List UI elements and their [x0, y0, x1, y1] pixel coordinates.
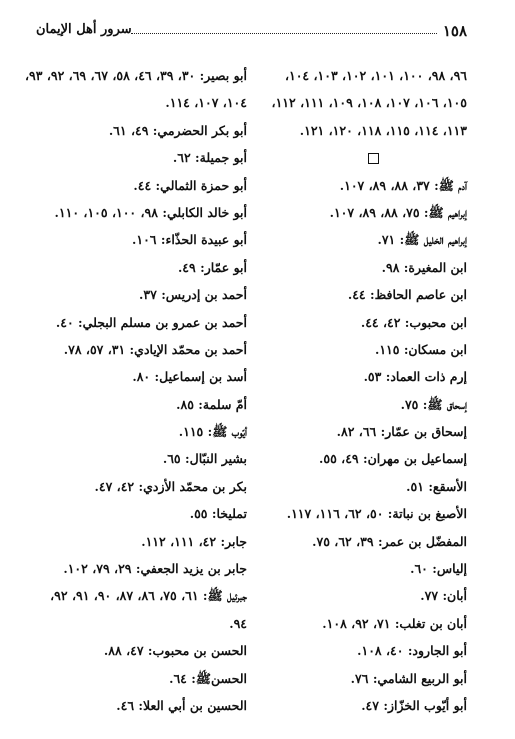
index-entry: أبو حمزة الثمالي: ٤٤.: [133, 177, 247, 193]
index-entry: إلياس: ٦٠.: [410, 561, 467, 577]
index-column-right: [257, 62, 467, 719]
index-entry: أبو بكر الحضرمي: ٤٩، ٦١.: [108, 122, 247, 138]
index-entry: جبرئيل ﷺ: ٦١، ٧٥، ٨٦، ٨٧، ٩٠، ٩١، ٩٢،: [50, 588, 247, 604]
index-entry-continuation: ٩٤.: [229, 615, 247, 631]
index-entry: الحسين بن أبي العلا: ٤٦.: [116, 697, 247, 713]
index-entry-continuation: ١٠٤، ١٠٧، ١١٤.: [165, 95, 247, 111]
index-entry: الأسقع: ٥١.: [406, 478, 467, 494]
index-entry-continuation: ١٠٥، ١٠٦، ١٠٧، ١٠٨، ١٠٩، ١١١، ١١٢،: [271, 95, 467, 111]
page-header: [36, 22, 467, 40]
index-entry-continuation: ٩٦، ٩٨، ١٠٠، ١٠١، ١٠٢، ١٠٣، ١٠٤،: [284, 68, 467, 83]
index-entry: إبراهيم ﷺ: ٧٥، ٨٨، ٨٩، ١٠٧.: [329, 204, 467, 220]
page-number: ١٥٨: [442, 22, 467, 40]
index-entry: أحمد بن إدريس: ٣٧.: [139, 287, 247, 303]
index-entry: أبو الجارود: ٤٠، ١٠٨.: [357, 643, 467, 659]
index-entry: آدم ﷺ: ٣٧، ٨٨، ٨٩، ١٠٧.: [339, 177, 467, 193]
index-entry: أيّوب ﷺ: ١١٥.: [178, 424, 247, 440]
index-entry: ابن مسكان: ١١٥.: [374, 341, 467, 357]
index-entry: أبو عمّار: ٤٩.: [177, 259, 247, 275]
index-entry: إبراهيم الخليل ﷺ: ٧١.: [377, 232, 467, 248]
running-title: سرور أهل الإيمان: [36, 22, 132, 37]
index-entry: أبو بصير: ٣٠، ٣٩، ٤٦، ٥٨، ٦٧، ٦٩، ٩٢، ٩٣،: [25, 68, 247, 83]
index-entry: أمّ سلمة: ٨٥.: [176, 396, 247, 412]
index-entry: إرم ذات العماد: ٥٣.: [363, 369, 467, 385]
index-entry: الحسنﷺ: ٦٤.: [169, 670, 247, 686]
index-entry: أحمد بن عمرو بن مسلم البجلي: ٤٠.: [55, 314, 247, 330]
index-entry: أبو أيّوب الخزّاز: ٤٧.: [361, 697, 467, 713]
index-entry: أبو جميلة: ٦٢.: [172, 150, 247, 166]
index-entry: إسحاق ﷺ: ٧٥.: [400, 396, 467, 412]
index-entry: بكر بن محمّد الأزدي: ٤٢، ٤٧.: [94, 478, 247, 494]
header-dotted-rule: [131, 33, 437, 34]
index-entry: جابر: ٤٢، ١١١، ١١٢.: [141, 533, 247, 549]
index-entry-continuation: ١١٣، ١١٤، ١١٥، ١١٨، ١٢٠، ١٢١.: [299, 122, 467, 138]
index-entry: الأصبغ بن نباتة: ٥٠، ٦٢، ١١٦، ١١٧.: [286, 506, 467, 522]
index-entry: الحسن بن محبوب: ٤٧، ٨٨.: [103, 643, 247, 659]
index-entry: أبان بن تغلب: ٧١، ٩٢، ١٠٨.: [322, 615, 467, 631]
index-entry: المفضّل بن عمر: ٣٩، ٦٢، ٧٥.: [312, 533, 467, 549]
index-entry: أبو الربيع الشامي: ٧٦.: [350, 670, 467, 686]
index-entry: إسحاق بن عمّار: ٦٦، ٨٢.: [336, 424, 467, 440]
index-entry: بشير النبّال: ٦٥.: [162, 451, 247, 467]
index-entry: أحمد بن محمّد الإيادي: ٣١، ٥٧، ٧٨.: [63, 341, 247, 357]
index-entry: أسد بن إسماعيل: ٨٠.: [132, 369, 247, 385]
index-column-left: [25, 62, 247, 719]
index-entry: أبان: ٧٧.: [420, 588, 467, 604]
square-marker-icon: [368, 153, 379, 164]
index-entry: ابن محبوب: ٤٢، ٤٤.: [360, 314, 467, 330]
index-entry: أبو عبيدة الحذّاء: ١٠٦.: [132, 232, 247, 248]
index-entry: تمليخا: ٥٥.: [189, 506, 247, 522]
index-entry: جابر بن يزيد الجعفي: ٢٩، ٧٩، ١٠٢.: [63, 561, 247, 577]
index-entry: ابن المغيرة: ٩٨.: [381, 259, 467, 275]
index-entry: أبو خالد الكابلي: ٩٨، ١٠٠، ١٠٥، ١١٠.: [54, 204, 247, 220]
section-divider: [257, 144, 467, 171]
index-entry: إسماعيل بن مهران: ٤٩، ٥٥.: [319, 451, 467, 467]
index-entry: ابن عاصم الحافظ: ٤٤.: [347, 287, 467, 303]
